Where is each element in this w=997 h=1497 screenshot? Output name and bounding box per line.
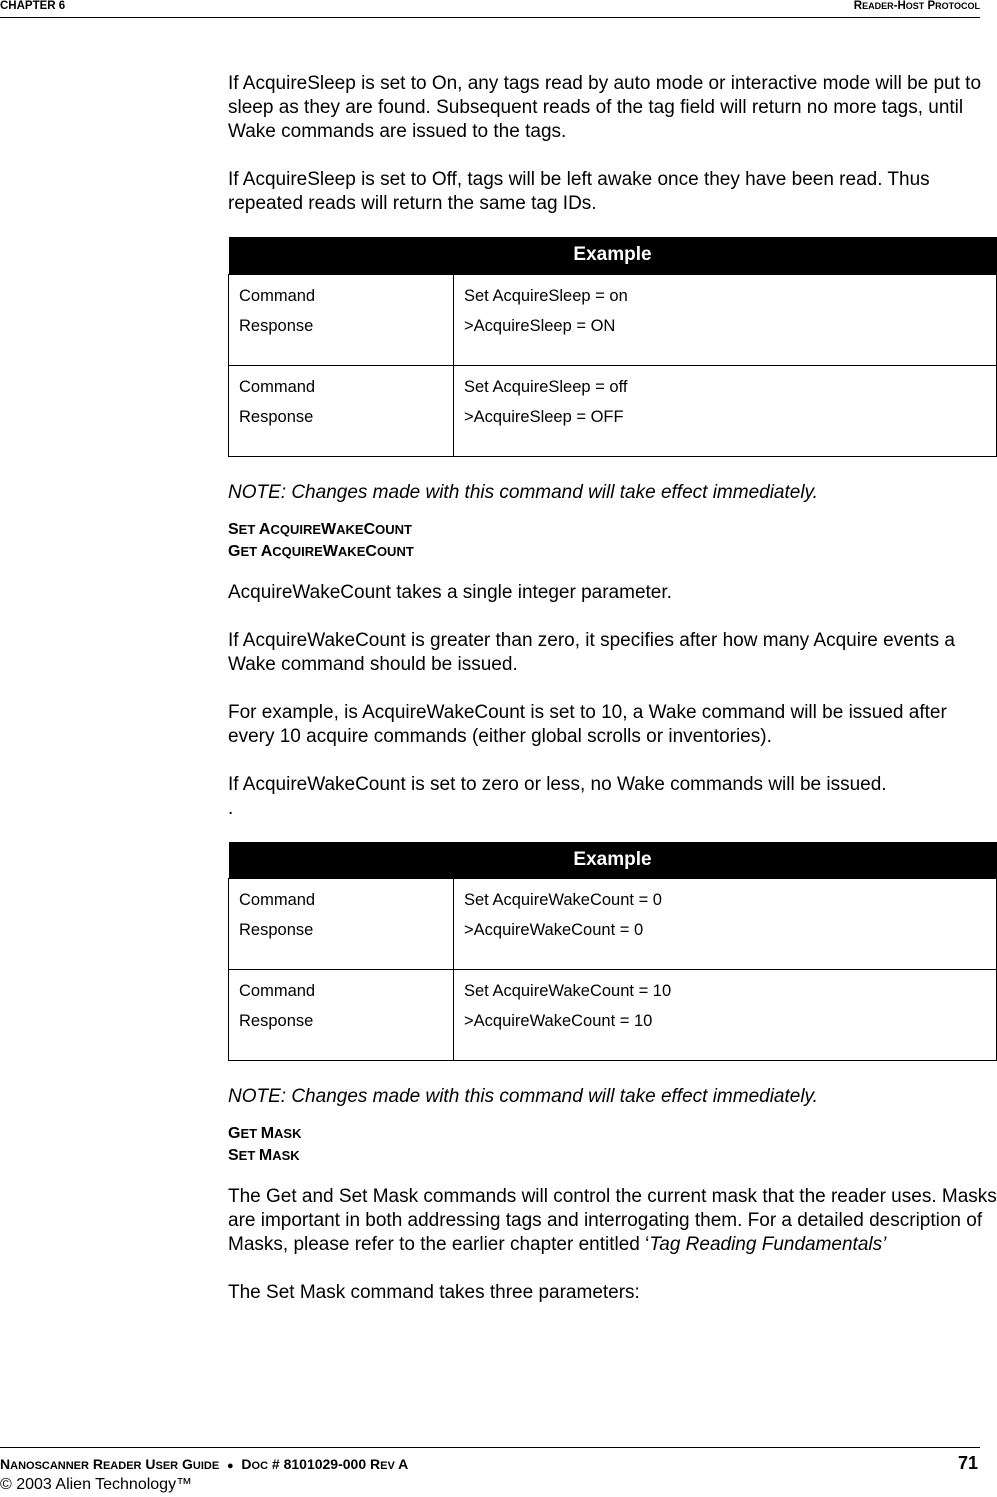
- command-text: Set AcquireWakeCount = 0: [464, 891, 662, 909]
- heading-set-mask: SET MASK: [228, 1147, 300, 1164]
- page-footer: [0, 1447, 980, 1493]
- example-table-title: Example: [229, 842, 997, 879]
- row-label-command: Command: [239, 286, 316, 305]
- response-text: >AcquireSleep = ON: [464, 316, 616, 335]
- response-text: >AcquireSleep = OFF: [464, 407, 624, 426]
- footer-doc-number: DOC # 8101029-000 REV A: [241, 1456, 409, 1472]
- header-section: READER-HOST PROTOCOL: [853, 0, 980, 12]
- note-immediate-effect: NOTE: Changes made with this command will take effect immediately.: [228, 481, 818, 503]
- footer-guide-title: NANOSCANNER READER USER GUIDE: [0, 1456, 220, 1472]
- heading-get-acquirewakecount: GET ACQUIREWAKECOUNT: [228, 542, 414, 560]
- response-text: >AcquireWakeCount = 10: [464, 1012, 653, 1030]
- footer-doc-info: [0, 1456, 408, 1472]
- page-content: [228, 72, 997, 1305]
- paragraph-wakecount-greater-than-zero: If AcquireWakeCount is greater than zero, it specifies after how many Acquire events a Wake command should be issued.: [228, 629, 955, 675]
- table-row: [229, 365, 997, 456]
- command-heading-mask: [228, 1123, 997, 1167]
- chapter-reference-link: Tag Reading Fundamentals’: [649, 1234, 887, 1255]
- command-text: Set AcquireSleep = on: [464, 286, 628, 305]
- table-row: [229, 970, 997, 1061]
- mask-description-text: The Get and Set Mask commands will control the current mask that the reader uses. Masks are important in both addressing tags and interrogating them. For a detailed description of Masks, please refer to the earlier chapter entitled ‘: [228, 1186, 997, 1255]
- heading-get-mask: GET MASK: [228, 1125, 302, 1142]
- paragraph-mask-description: [228, 1185, 997, 1257]
- paragraph-wakecount-parameter: AcquireWakeCount takes a single integer parameter.: [228, 581, 672, 603]
- row-label-response: Response: [239, 407, 314, 426]
- row-label-command: Command: [239, 377, 316, 396]
- paragraph-acquiresleep-on: If AcquireSleep is set to On, any tags read by auto mode or interactive mode will be put to sleep as they are found. Subsequent reads of the tag field will return no more tags, until Wake commands are issued to the tags.: [228, 73, 982, 142]
- table-row: [229, 879, 997, 970]
- row-label-command: Command: [239, 982, 316, 1000]
- command-text: Set AcquireWakeCount = 10: [464, 982, 672, 1000]
- paragraph-acquiresleep-off: If AcquireSleep is set to Off, tags will be left awake once they have been read. Thus repeated reads will return the same tag IDs.: [228, 169, 930, 214]
- example-table-acquiresleep: [228, 237, 997, 457]
- note-immediate-effect: NOTE: Changes made with this command will take effect immediately.: [228, 1086, 818, 1107]
- paragraph-wakecount-zero: If AcquireWakeCount is set to zero or less, no Wake commands will be issued.: [228, 773, 887, 795]
- response-text: >AcquireWakeCount = 0: [464, 921, 644, 939]
- header-chapter: CHAPTER 6: [0, 0, 66, 12]
- example-table-acquirewakecount: [228, 842, 997, 1062]
- command-heading-acquirewakecount: [228, 519, 997, 563]
- stray-period: .: [228, 797, 234, 819]
- example-table-title: Example: [229, 237, 997, 274]
- page-header: [0, 0, 980, 18]
- footer-copyright: © 2003 Alien Technology™: [0, 1476, 193, 1493]
- paragraph-set-mask-parameters: The Set Mask command takes three parameters:: [228, 1282, 640, 1303]
- row-label-command: Command: [239, 891, 316, 909]
- bullet-separator-icon: ●: [226, 1460, 234, 1472]
- heading-set-acquirewakecount: SET ACQUIREWAKECOUNT: [228, 520, 412, 538]
- row-label-response: Response: [239, 316, 314, 335]
- table-row: [229, 274, 997, 365]
- command-text: Set AcquireSleep = off: [464, 377, 628, 396]
- paragraph-wakecount-example: For example, is AcquireWakeCount is set to 10, a Wake command will be issued after every 10 acquire commands (either global scrolls or inventories).: [228, 701, 947, 747]
- row-label-response: Response: [239, 921, 314, 939]
- page-number: 71: [957, 1453, 978, 1473]
- row-label-response: Response: [239, 1012, 314, 1030]
